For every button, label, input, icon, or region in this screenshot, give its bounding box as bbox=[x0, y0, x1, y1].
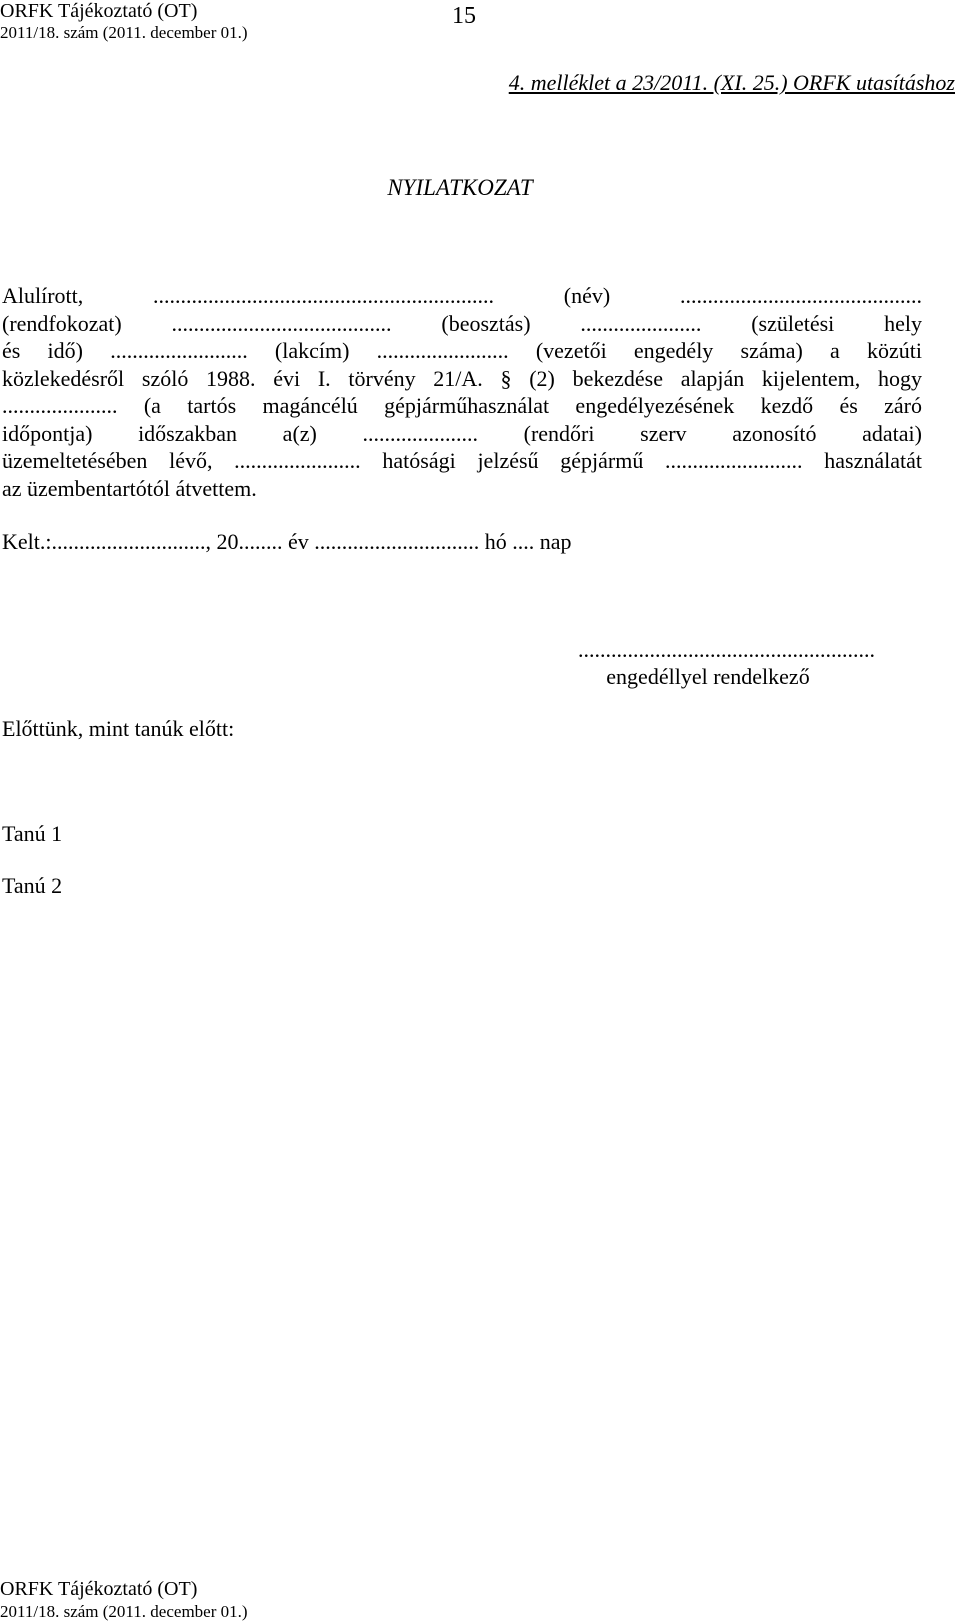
body-line: ..................... (a tartós magáncélú gépjárműhasználat engedélyezésének kezdő és záró bbox=[2, 393, 922, 418]
body-line: Alulírott, .............................................................. (név) ............................................ bbox=[2, 283, 922, 308]
signature-label: engedéllyel rendelkező bbox=[606, 664, 810, 689]
footer-publication: ORFK Tájékoztató (OT) bbox=[0, 1578, 198, 1600]
header-publication: ORFK Tájékoztató (OT) bbox=[0, 0, 198, 22]
witness-1-label: Tanú 1 bbox=[2, 821, 63, 846]
body-line: és idő) ......................... (lakcím) ........................ (vezetői engedély száma) a közúti bbox=[2, 338, 922, 363]
body-line: az üzembentartótól átvettem. bbox=[2, 475, 257, 501]
page-number: 15 bbox=[452, 3, 476, 29]
witness-2-label: Tanú 2 bbox=[2, 873, 63, 898]
declaration-body bbox=[2, 282, 922, 502]
body-line: üzemeltetésében lévő, ....................... hatósági jelzésű gépjármű ......................... használatát bbox=[2, 448, 922, 473]
body-line: (rendfokozat) ........................................ (beosztás) ...................... (születési hely bbox=[2, 310, 922, 336]
body-line: közlekedésről szóló 1988. évi I. törvény 21/A. § (2) bekezdése alapján kijelentem, hogy bbox=[2, 365, 922, 391]
witness-intro: Előttünk, mint tanúk előtt: bbox=[2, 716, 235, 741]
dated-line: Kelt.:............................, 20........ év .............................. hó .... nap bbox=[2, 529, 572, 554]
annex-reference: 4. melléklet a 23/2011. (XI. 25.) ORFK utasításhoz bbox=[508, 70, 955, 95]
body-line: időpontja) időszakban a(z) ..................... (rendőri szerv azonosító adatai) bbox=[2, 420, 922, 446]
document-title: NYILATKOZAT bbox=[387, 175, 533, 200]
footer-issue: 2011/18. szám (2011. december 01.) bbox=[0, 1602, 248, 1621]
header-issue: 2011/18. szám (2011. december 01.) bbox=[0, 23, 248, 42]
signature-line: ...................................................... bbox=[578, 637, 875, 662]
